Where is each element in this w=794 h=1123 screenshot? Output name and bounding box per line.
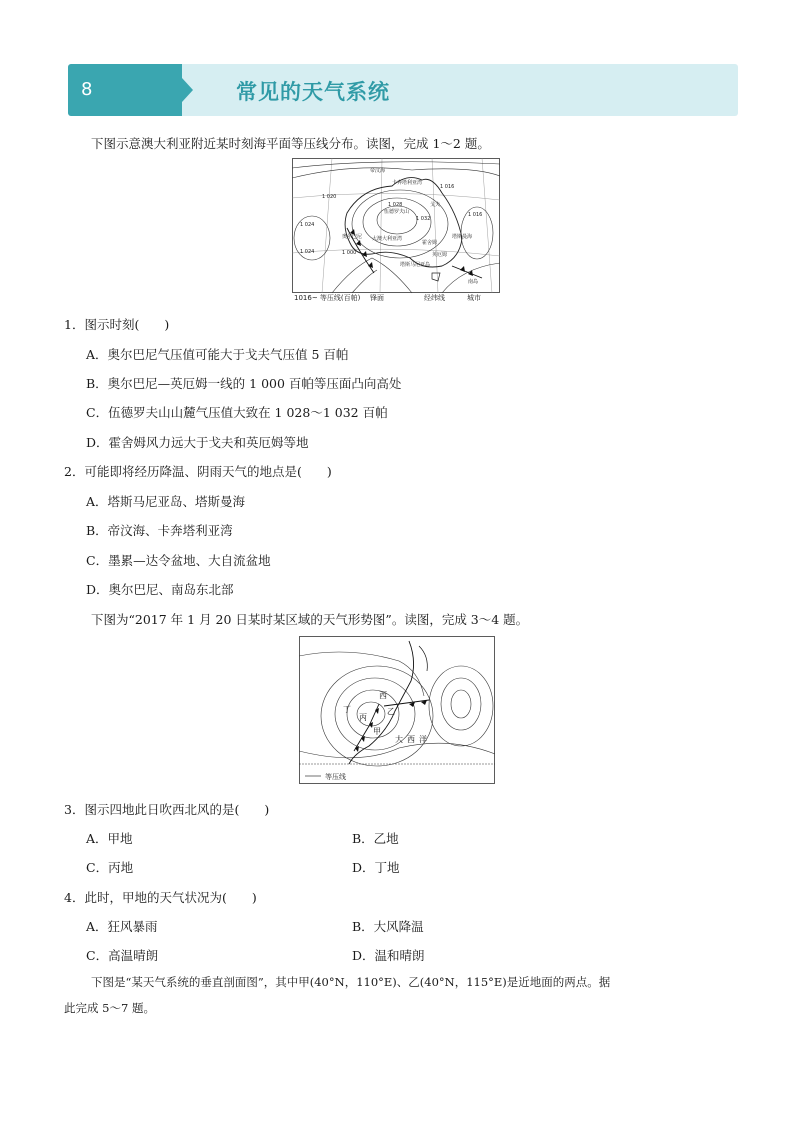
map-label-bing: 丙 <box>359 713 367 722</box>
q3-stem: 3．图示四地此日吹西北风的是( ) <box>64 802 270 817</box>
weather-situation-map <box>299 636 495 784</box>
map-label-yi: 乙 <box>387 707 395 716</box>
map-label: 卡奔塔利亚湾 <box>392 180 423 186</box>
map-label: 英厄姆 <box>432 252 448 258</box>
map-label-jia: 甲 <box>373 727 381 736</box>
map-label: 帝汶海 <box>370 168 386 174</box>
section-title: 常见的天气系统 <box>236 80 390 104</box>
q2-option-d[interactable]: D．奥尔巴尼、南岛东北部 <box>86 582 234 597</box>
q1-stem: 1．图示时刻( ) <box>64 317 170 332</box>
q3-option-b[interactable]: B．乙地 <box>352 831 399 846</box>
map-label-ocean-3: 洋 <box>419 735 427 744</box>
q2-option-a[interactable]: A．塔斯马尼亚岛、塔斯曼海 <box>86 494 246 509</box>
isobar-label: 1 024 <box>300 222 315 228</box>
isobar-label: 1 028 <box>388 202 403 208</box>
isobar-label: 1 024 <box>300 249 315 255</box>
q4-option-b[interactable]: B．大风降温 <box>352 919 424 934</box>
q2-option-b[interactable]: B．帝汶海、卡奔塔利亚湾 <box>86 523 233 538</box>
q3-option-d[interactable]: D．丁地 <box>352 860 400 875</box>
map-label: 伍德罗夫山 <box>384 209 410 215</box>
q2-stem: 2．可能即将经历降温、阴雨天气的地点是( ) <box>64 464 332 479</box>
q4-option-c[interactable]: C．高温晴朗 <box>86 948 159 963</box>
q2-option-c[interactable]: C．墨累—达令盆地、大自流盆地 <box>86 553 271 568</box>
legend-front: 锋面 <box>370 294 384 302</box>
isobar-label: 1 000 <box>342 250 357 256</box>
map-label: 戈夫 <box>430 202 441 208</box>
legend-graticule: 经纬线 <box>424 294 445 302</box>
map-label: 奥尔巴尼 <box>342 234 363 240</box>
intro-text-2: 下图为“2017 年 1 月 20 日某时某区域的天气形势图”。读图，完成 3～4 题。 <box>91 612 529 627</box>
isobar-label: 1 016 <box>440 184 455 190</box>
legend-city: 城市 <box>467 294 481 302</box>
map-label-xi: 西 <box>379 691 387 700</box>
map-label: 大澳大利亚湾 <box>372 236 403 242</box>
section-number-badge: 8 <box>68 64 182 116</box>
q1-option-c[interactable]: C．伍德罗夫山山麓气压值大致在 1 028～1 032 百帕 <box>86 405 388 420</box>
map-label-ocean-1: 大 <box>395 735 403 744</box>
isobar-label: 1 016 <box>468 212 483 218</box>
intro-text-3: 下图是“某天气系统的垂直剖面图”，其中甲(40°N，110°E)、乙(40°N，115°E)是近地面的两点。据 <box>91 975 611 989</box>
q1-option-d[interactable]: D．霍舍姆风力远大于戈夫和英厄姆等地 <box>86 435 309 450</box>
q4-stem: 4．此时，甲地的天气状况为( ) <box>64 890 257 905</box>
map-label: 霍舍姆 <box>422 240 438 246</box>
isobar-map-australia <box>292 158 500 303</box>
map-label-ding: 丁 <box>343 705 351 714</box>
legend-isobar: 等压线 <box>325 773 346 781</box>
map-label: 南岛 <box>468 279 479 285</box>
map-label-ocean-2: 西 <box>407 735 415 744</box>
map-label: 塔斯马尼亚岛 <box>400 262 431 268</box>
legend-isobar: 1016~ 等压线(百帕) <box>294 294 361 302</box>
badge-arrow-icon <box>182 78 193 102</box>
isobar-label: 1 020 <box>322 194 337 200</box>
q4-option-d[interactable]: D．温和晴朗 <box>352 948 425 963</box>
q1-option-b[interactable]: B．奥尔巴尼—英厄姆一线的 1 000 百帕等压面凸向高处 <box>86 376 402 391</box>
q4-option-a[interactable]: A．狂风暴雨 <box>86 919 158 934</box>
isobar-label: 1 032 <box>416 216 431 222</box>
intro-text-3-cont: 此完成 5～7 题。 <box>64 1001 155 1015</box>
map-label: 塔斯曼海 <box>452 234 473 240</box>
q3-option-a[interactable]: A．甲地 <box>86 831 133 846</box>
q3-option-c[interactable]: C．丙地 <box>86 860 134 875</box>
intro-text-1: 下图示意澳大利亚附近某时刻海平面等压线分布。读图，完成 1～2 题。 <box>91 136 490 151</box>
q1-option-a[interactable]: A．奥尔巴尼气压值可能大于戈夫气压值 5 百帕 <box>86 347 349 362</box>
